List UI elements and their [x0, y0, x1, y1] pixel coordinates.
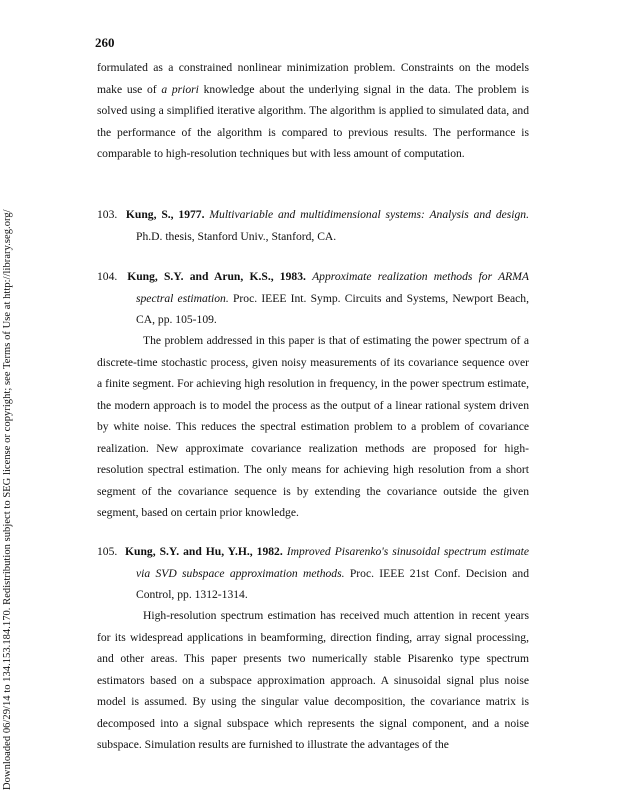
reference-authors: Kung, S., 1977.	[125, 208, 205, 221]
reference-104	[97, 266, 529, 331]
reference-authors: Kung, S.Y. and Hu, Y.H., 1982.	[124, 545, 283, 558]
reference-details: Proc. IEEE 21st Conf. Decision and Control, pp. 1312-1314.	[136, 566, 529, 601]
reference-104-abstract: The problem addressed in this paper is that of estimating the power spectrum of a discrete-time stochastic process, given noisy measurements of its covariance sequence over a finite segment. For achieving high resolution in frequency, in the power spectrum estimate, the modern approach is to model the process as the output of a linear rational system driven by white noise. This reduces the spectral estimation problem to a problem of covariance realization. New approximate covariance realization methods are proposed for high-resolution spectral estimation. The only means for achieving high resolution from a short segment of the covariance sequence is by extending the covariance outside the given segment, based on certain prior knowledge.	[97, 334, 529, 519]
reference-number: 104.	[97, 270, 118, 283]
reference-105-abstract: High-resolution spectrum estimation has received much attention in recent years for its widespread applications in beamforming, direction finding, array signal processing, and other areas. This paper presents two numerically stable Pisarenko type spectrum estimators based on a subspace approximation approach. A sinusoidal signal plus noise model is assumed. By using the singular value decomposition, the covariance matrix is decomposed into a signal subspace which represents the signal component, and a noise subspace. Simulation results are furnished to illustrate the advantages of the	[97, 609, 529, 751]
reference-number: 103.	[97, 208, 118, 221]
intro-text-end: knowledge about the underlying signal in the data. The problem is solved using a simplified iterative algorithm. The algorithm is applied to simulated data, and the performance of the algorithm is compared to previous results. The performance is comparable to high-resolution techniques but with less amount of computation.	[97, 82, 529, 160]
reference-details: Ph.D. thesis, Stanford Univ., Stanford, CA.	[136, 229, 337, 243]
page-number: 260	[95, 35, 115, 50]
reference-105	[97, 541, 529, 606]
reference-title: Improved Pisarenko's sinusoidal spectrum estimate via SVD subspace approximation methods.	[136, 545, 530, 580]
reference-103-citation	[97, 204, 529, 247]
intro-italic-term: a priori	[161, 82, 199, 96]
reference-authors: Kung, S.Y. and Arun, K.S., 1983.	[127, 270, 306, 283]
reference-104-citation	[97, 266, 529, 331]
reference-details: Proc. IEEE Int. Symp. Circuits and Systems, Newport Beach, CA, pp. 105-109.	[136, 291, 529, 326]
intro-paragraph	[97, 57, 529, 165]
download-notice: Downloaded 06/29/14 to 134.153.184.170. Redistribution subject to SEG license or copyright; see Terms of Use at http://library.seg.org/	[2, 209, 13, 790]
reference-105-citation	[97, 541, 529, 606]
reference-title: Multivariable and multidimensional systems: Analysis and design.	[209, 208, 530, 221]
intro-text-start: formulated as a constrained nonlinear minimization problem. Constraints on the models make use of	[97, 61, 529, 96]
reference-title: Approximate realization methods for ARMA spectral estimation.	[136, 270, 529, 305]
reference-number: 105.	[97, 545, 118, 558]
reference-103	[97, 204, 529, 247]
